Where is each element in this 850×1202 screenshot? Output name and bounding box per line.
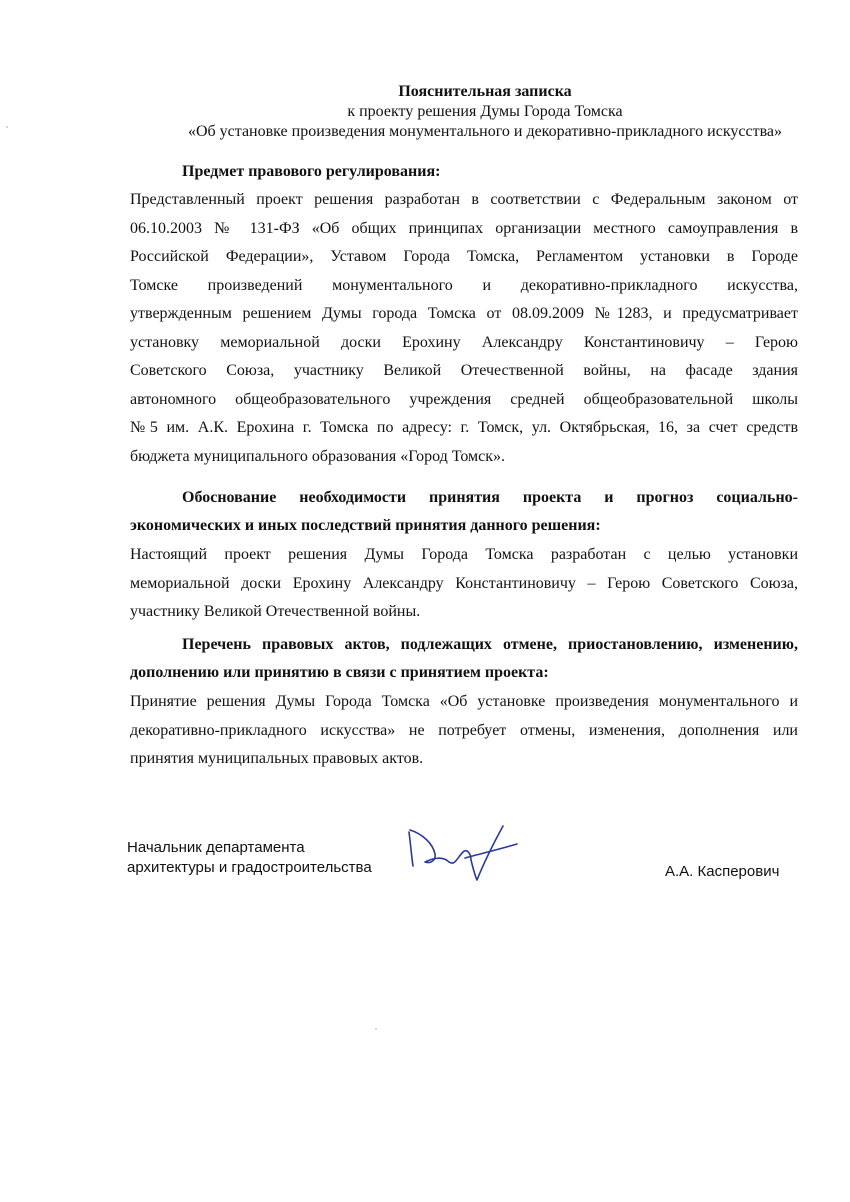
signatory-name: А.А. Касперович [665,863,780,880]
text-line: мемориальной доски Ерохину Александру Константиновичу – Герою Советского Союза, [130,574,798,592]
section-heading-subject: Предмет правового регулирования: [182,163,441,180]
position-line: архитектуры и градостроительства [127,859,372,876]
handwritten-signature [405,818,520,884]
signatory-position [127,838,372,878]
text-line: установку мемориальной доски Ерохину Александру Константиновичу – Герою [130,333,798,351]
text-line: бюджета муниципального образования «Город Томск». [130,447,506,465]
document-subtitle-quote: «Об установке произведения монументального и декоративно-прикладного искусства» [187,123,783,140]
document-title: Пояснительная записка [398,83,572,100]
text-line: утвержденным решением Думы города Томска от 08.09.2009 №1283, и предусматривает [130,305,798,322]
heading-line: экономических и иных последствий принятия данного решения: [130,517,601,534]
heading-line: дополнению или принятию в связи с принятием проекта: [130,664,549,681]
section-body-legal-acts [130,688,798,774]
text-line: принятия муниципальных правовых актов. [130,750,424,767]
heading-line: Перечень правовых актов, подлежащих отмене, приостановлению, изменению, [182,636,798,653]
scan-speck [6,126,8,128]
text-line: Томске произведений монументального и декоративно-прикладного искусства, [130,276,798,294]
text-line: Настоящий проект решения Думы Города Томска разработан с целью установки [130,546,798,563]
heading-line: Обоснование необходимости принятия проекта и прогноз социально- [182,489,798,506]
text-line: участнику Великой Отечественной войны. [130,603,421,620]
section-body-subject [130,186,798,471]
scan-speck [375,1028,377,1030]
text-line: автономного общеобразовательного учреждения средней общеобразовательной школы [130,390,798,408]
section-heading-legal-acts [130,631,798,687]
text-line: декоративно-прикладного искусства» не потребует отмены, изменения, дополнения или [130,721,798,739]
text-line: Советского Союза, участнику Великой Отечественной войны, на фасаде здания [130,362,798,379]
text-line: Принятие решения Думы Города Томска «Об установке произведения монументального и [130,693,798,710]
text-line: Российской Федерации», Уставом Города Томска, Регламентом установки в Городе [130,248,798,265]
position-line: Начальник департамента [127,839,305,856]
text-line: №5 им. А.К. Ерохина г. Томска по адресу: г. Томск, ул. Октябрьская, 16, за счет средств [130,419,798,436]
text-line: Представленный проект решения разработан в соответствии с Федеральным законом от [130,191,798,208]
text-line: 06.10.2003 № 131-ФЗ «Об общих принципах организации местного самоуправления в [130,219,798,237]
section-heading-justification [130,484,798,540]
section-body-justification [130,541,798,627]
document-subtitle: к проекту решения Думы Города Томска [347,103,623,120]
